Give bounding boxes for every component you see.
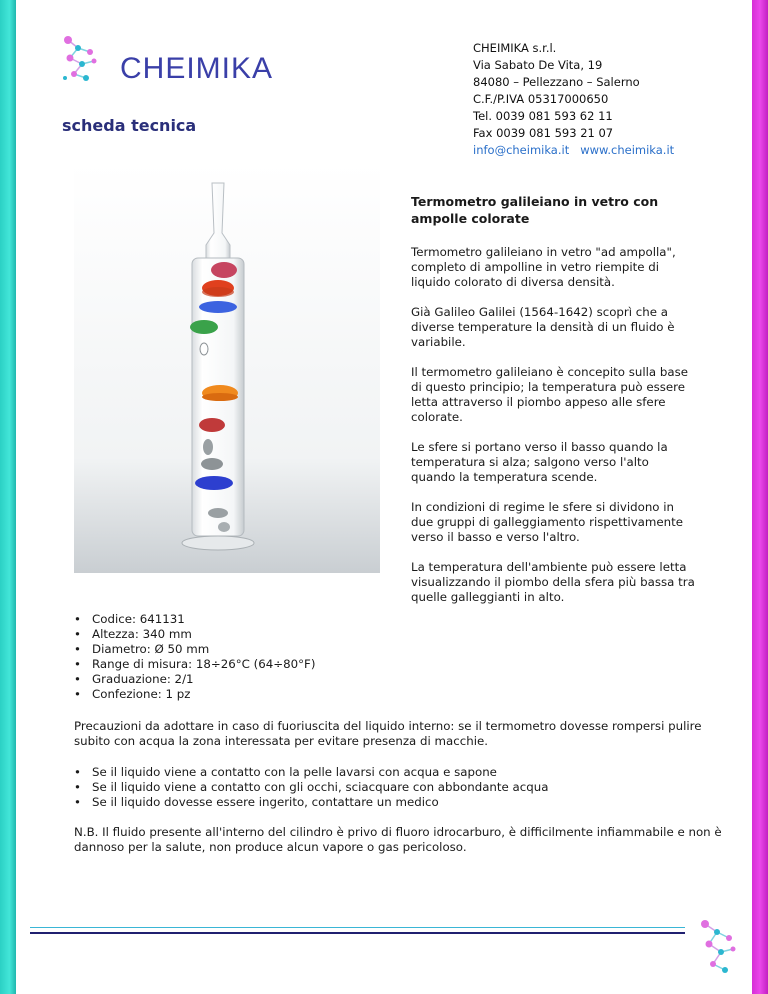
brand-name: CHEIMIKA — [120, 52, 274, 85]
description-paragraph: La temperatura dell'ambiente può essere letta visualizzando il piombo della sfera più bassa tra quelle galleggianti in alto. — [411, 560, 695, 604]
company-logo — [60, 34, 320, 94]
spec-item: • Codice: 641131 — [74, 612, 315, 627]
product-title: Termometro galileiano in vetro con ampolle colorate — [411, 194, 659, 226]
description-paragraph: In condizioni di regime le sfere si dividono in due gruppi di galleggiamento rispettivamente verso il basso e verso l'altro. — [411, 500, 684, 544]
safety-item: • Se il liquido viene a contatto con la pelle lavarsi con acqua e sapone — [74, 765, 548, 780]
safety-item: • Se il liquido dovesse essere ingerito, contattare un medico — [74, 795, 548, 810]
company-name: CHEIMIKA s.r.l. — [473, 41, 557, 55]
description-paragraph: Già Galileo Galilei (1564-1642) scoprì che a diverse temperature la densità di un fluido è variabile. — [411, 305, 675, 349]
telephone: Tel. 0039 081 593 62 11 — [473, 109, 613, 123]
vat-number: C.F./P.IVA 05317000650 — [473, 92, 609, 106]
street: Via Sabato De Vita, 19 — [473, 58, 603, 72]
spec-item: • Altezza: 340 mm — [74, 627, 315, 642]
footer-divider — [30, 927, 685, 928]
email-link[interactable]: info@cheimika.it — [473, 143, 570, 157]
spec-list — [74, 612, 315, 702]
spec-item: • Confezione: 1 pz — [74, 687, 315, 702]
document-subtitle: scheda tecnica — [62, 116, 197, 135]
website-link[interactable]: www.cheimika.it — [580, 143, 675, 157]
description-paragraph: Le sfere si portano verso il basso quando la temperatura si alza; salgono verso l'alto quando la temperatura scende. — [411, 440, 668, 484]
right-accent-bar — [752, 0, 768, 994]
molecule-icon — [697, 918, 743, 978]
company-address — [473, 40, 674, 159]
contact-links — [473, 142, 674, 159]
description-paragraph: Il termometro galileiano è concepito sulla base di questo principio; la temperatura può essere letta attraverso il piombo appeso alle sfere colorate. — [411, 365, 689, 424]
spec-item: • Range di misura: 18÷26°C (64÷80°F) — [74, 657, 315, 672]
precaution-text: Precauzioni da adottare in caso di fuoriuscita del liquido interno: se il termometro dovesse rompersi pulire subito con acqua la zona interessata per evitare presenza di macchie. — [74, 719, 702, 748]
safety-list — [74, 765, 548, 810]
molecule-icon — [60, 34, 112, 84]
spec-item: • Diametro: Ø 50 mm — [74, 642, 315, 657]
left-accent-bar — [0, 0, 16, 994]
spec-item: • Graduazione: 2/1 — [74, 672, 315, 687]
footer-divider — [30, 932, 685, 934]
description-paragraph: Termometro galileiano in vetro "ad ampolla", completo di ampolline in vetro riempite di liquido colorato di diversa densità. — [411, 245, 676, 289]
safety-item: • Se il liquido viene a contatto con gli occhi, sciacquare con abbondante acqua — [74, 780, 548, 795]
product-description — [411, 193, 695, 620]
fax: Fax 0039 081 593 21 07 — [473, 126, 614, 140]
safety-note: N.B. Il fluido presente all'interno del cilindro è privo di fluoro idrocarburo, è difficilmente infiammabile e non è dannoso per la salute, non produce alcun vapore o gas pericoloso. — [74, 825, 722, 854]
city: 84080 – Pellezzano – Salerno — [473, 75, 640, 89]
galileo-thermometer-photo — [74, 163, 380, 573]
